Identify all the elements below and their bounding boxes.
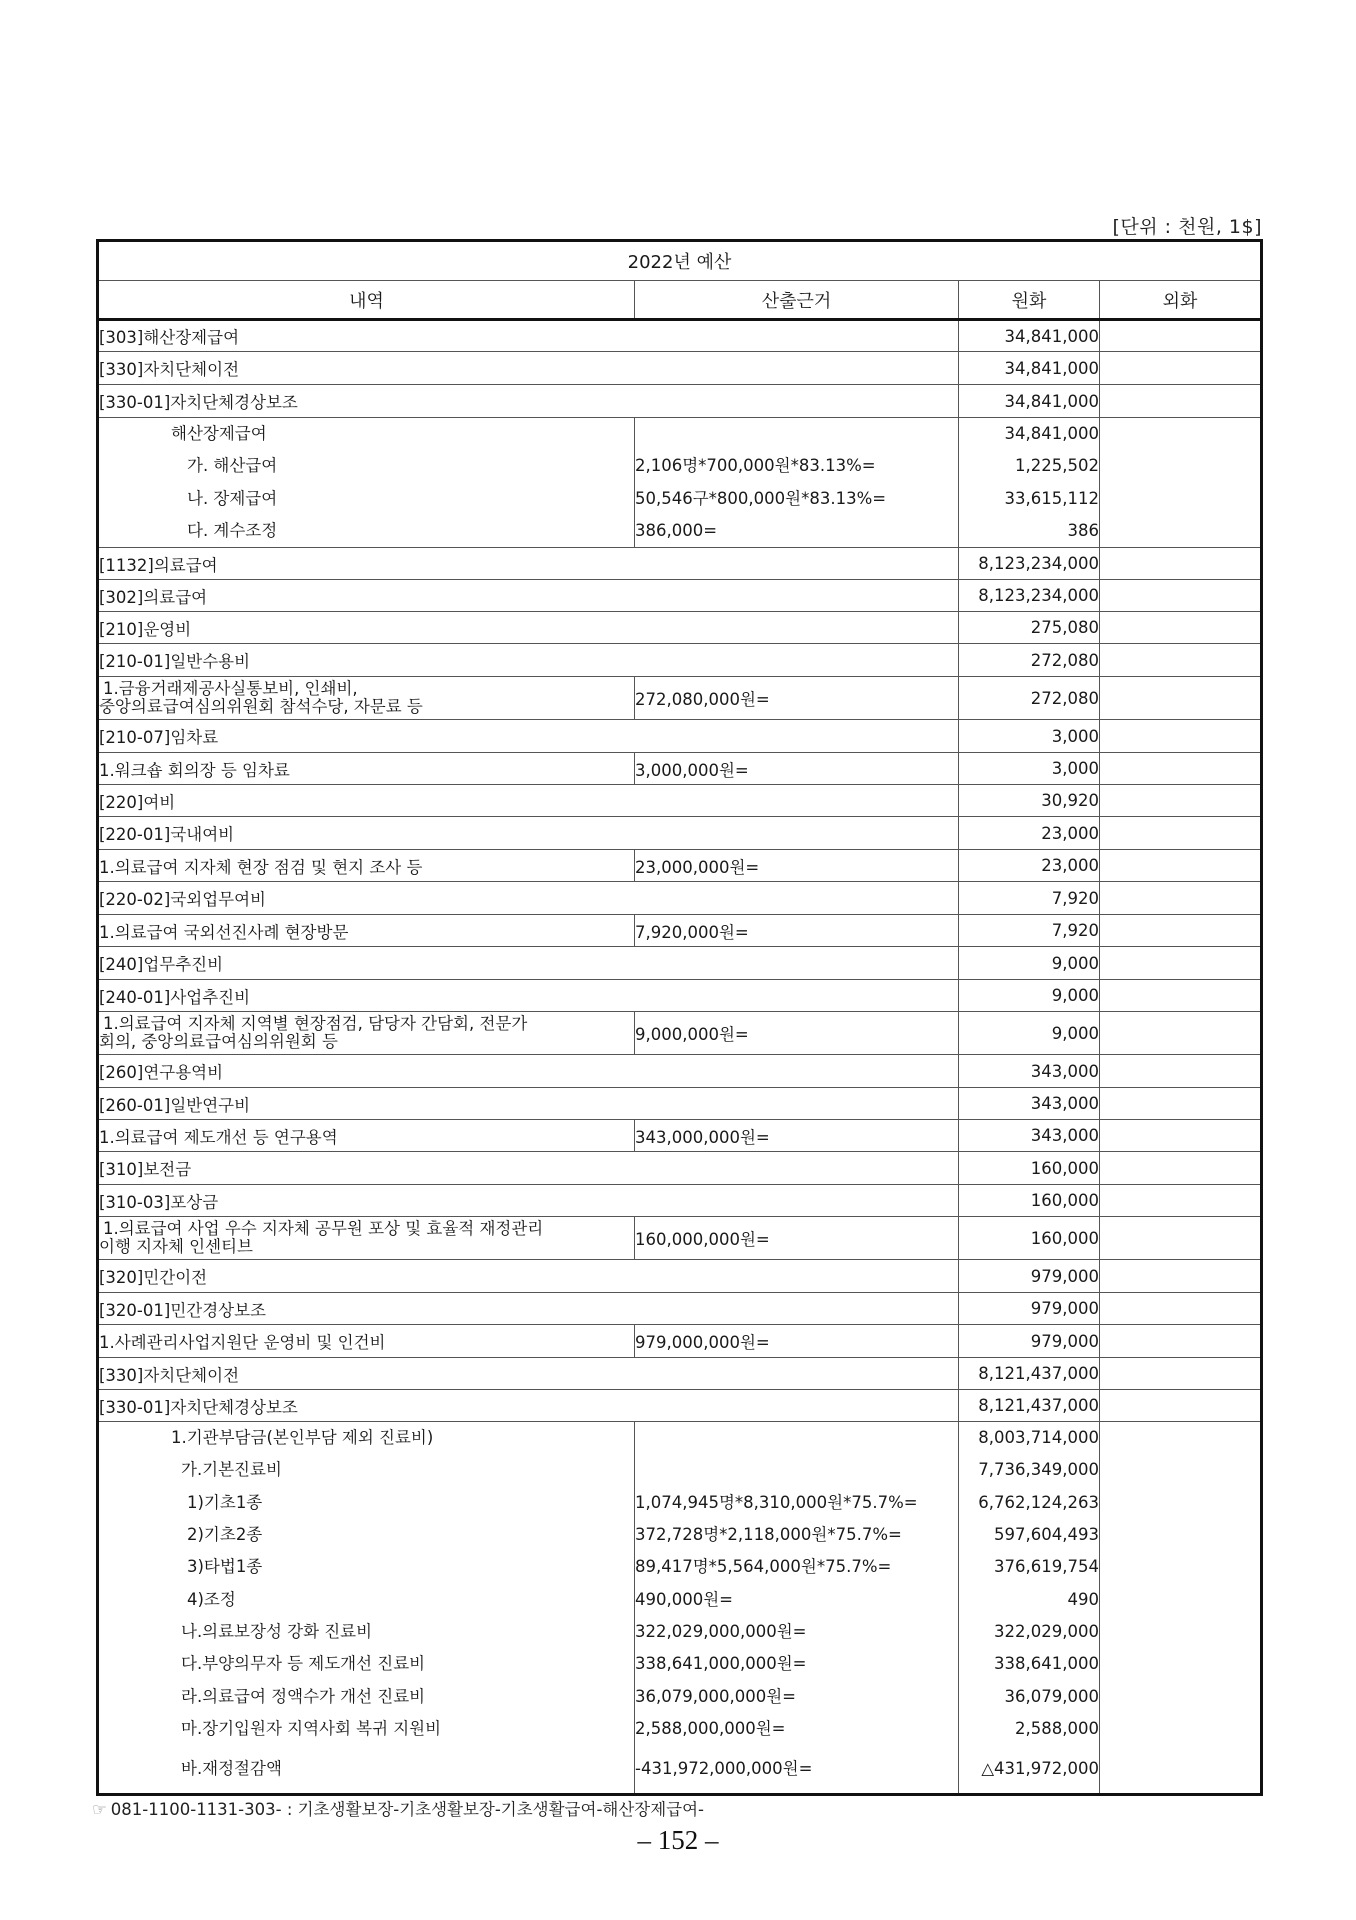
line-item: 라.의료급여 정액수가 개선 진료비 [181, 1686, 426, 1706]
table-row [98, 947, 1262, 980]
row-item: [320]민간이전 [98, 1260, 959, 1293]
row-item [98, 1217, 635, 1260]
row-foreign [1100, 850, 1262, 882]
row-foreign [1100, 1293, 1262, 1325]
row-item-line2: 중앙의료급여심의위원회 참석수당, 자문료 등 [99, 697, 423, 717]
header-foreign: 외화 [1100, 281, 1262, 320]
row-foreign [1100, 785, 1262, 817]
row-foreign [1100, 1217, 1262, 1260]
table-row [98, 1088, 1262, 1120]
pointing-hand-icon: ☞ [92, 1800, 107, 1819]
row-item: [210-07]임차료 [98, 720, 959, 753]
row-krw: 7,920 [959, 915, 1100, 947]
row-foreign [1100, 1120, 1262, 1152]
row-krw: 343,000 [959, 1088, 1100, 1120]
table-row [98, 548, 1262, 580]
row-basis: 343,000,000원= [635, 1120, 959, 1152]
line-basis: 490,000원= [635, 1589, 733, 1609]
row-basis: 979,000,000원= [635, 1325, 959, 1358]
line-item: 나. 장제급여 [187, 488, 278, 508]
table-row [98, 753, 1262, 785]
row-item: 1.의료급여 제도개선 등 연구용역 [98, 1120, 635, 1152]
row-basis: 160,000,000원= [635, 1217, 959, 1260]
row-item: [240]업무추진비 [98, 947, 959, 980]
line-item: 4)조정 [187, 1589, 236, 1609]
row-basis-block [635, 418, 959, 548]
row-krw: 9,000 [959, 947, 1100, 980]
line-krw: 376,619,754 [994, 1557, 1099, 1577]
table-row [98, 882, 1262, 915]
table-row [98, 1185, 1262, 1217]
table-row [98, 385, 1262, 418]
line-krw: 36,079,000 [1004, 1686, 1099, 1706]
table-row [98, 677, 1262, 720]
row-krw: 160,000 [959, 1152, 1100, 1185]
table-row [98, 644, 1262, 677]
table-row [98, 1293, 1262, 1325]
row-foreign [1100, 947, 1262, 980]
row-item: 1.사례관리사업지원단 운영비 및 인건비 [98, 1325, 635, 1358]
row-item: [240-01]사업추진비 [98, 980, 959, 1012]
line-item: 1)기초1종 [187, 1492, 263, 1512]
header-item: 내역 [98, 281, 635, 320]
line-basis [635, 418, 958, 450]
row-krw: 979,000 [959, 1325, 1100, 1358]
row-foreign [1100, 1390, 1262, 1422]
line-basis: 1,074,945명*8,310,000원*75.7%= [635, 1492, 918, 1512]
budget-table [96, 239, 1263, 1796]
footer-note [92, 1796, 704, 1820]
row-foreign [1100, 817, 1262, 850]
row-foreign [1100, 915, 1262, 947]
line-krw: 1,225,502 [1015, 456, 1099, 476]
row-foreign [1100, 548, 1262, 580]
row-basis-block [635, 1422, 959, 1795]
line-item: 나.의료보장성 강화 진료비 [181, 1621, 373, 1641]
page-number: – 152 – [637, 1825, 719, 1855]
row-item: [303]해산장제급여 [98, 320, 959, 352]
line-item: 2)기초2종 [187, 1525, 263, 1545]
row-item-line1: 1.의료급여 사업 우수 지자체 공무원 포상 및 효율적 재정관리 [103, 1219, 544, 1239]
row-item: [330-01]자치단체경상보조 [98, 1390, 959, 1422]
row-krw: 272,080 [959, 644, 1100, 677]
row-krw: 979,000 [959, 1260, 1100, 1293]
row-item [98, 1012, 635, 1055]
row-foreign [1100, 677, 1262, 720]
row-krw: 9,000 [959, 980, 1100, 1012]
table-row-block [98, 1422, 1262, 1795]
row-item-line2: 회의, 중앙의료급여심의위원회 등 [99, 1032, 338, 1052]
row-basis: 7,920,000원= [635, 915, 959, 947]
table-row [98, 1055, 1262, 1088]
row-krw: 160,000 [959, 1185, 1100, 1217]
row-foreign [1100, 1152, 1262, 1185]
row-foreign [1100, 352, 1262, 385]
row-krw: 34,841,000 [959, 352, 1100, 385]
row-krw: 160,000 [959, 1217, 1100, 1260]
row-foreign [1100, 612, 1262, 644]
row-krw: 34,841,000 [959, 385, 1100, 418]
row-item-line1: 1.의료급여 지자체 지역별 현장점검, 담당자 간담회, 전문가 [103, 1014, 528, 1034]
line-basis: 36,079,000,000원= [635, 1686, 796, 1706]
row-krw: 3,000 [959, 720, 1100, 753]
row-foreign [1100, 753, 1262, 785]
row-item-line2: 이행 지자체 인센티브 [99, 1237, 253, 1257]
row-krw: 272,080 [959, 677, 1100, 720]
row-item: [310-03]포상금 [98, 1185, 959, 1217]
row-krw: 8,121,437,000 [959, 1390, 1100, 1422]
table-row [98, 850, 1262, 882]
row-foreign [1100, 1185, 1262, 1217]
line-item: 마.장기입원자 지역사회 복귀 지원비 [181, 1718, 442, 1738]
row-item: [330]자치단체이전 [98, 1358, 959, 1390]
row-foreign [1100, 644, 1262, 677]
line-item: 3)타법1종 [187, 1557, 263, 1577]
row-item-block [98, 1422, 635, 1795]
row-foreign [1100, 1422, 1262, 1795]
row-krw: 3,000 [959, 753, 1100, 785]
table-row [98, 1152, 1262, 1185]
row-item: [330-01]자치단체경상보조 [98, 385, 959, 418]
row-item: [210]운영비 [98, 612, 959, 644]
row-krw: 343,000 [959, 1120, 1100, 1152]
row-krw: 8,123,234,000 [959, 548, 1100, 580]
line-krw: 322,029,000 [994, 1621, 1099, 1641]
header-basis: 산출근거 [635, 281, 959, 320]
table-row-block [98, 418, 1262, 548]
row-krw-block [959, 418, 1100, 548]
row-krw: 275,080 [959, 612, 1100, 644]
line-item: 1.기관부담금(본인부담 제외 진료비) [171, 1428, 434, 1448]
table-row [98, 785, 1262, 817]
line-basis: 89,417명*5,564,000원*75.7%= [635, 1557, 892, 1577]
row-item-line1: 1.금융거래제공사실통보비, 인쇄비, [103, 679, 358, 699]
line-item: 해산장제급여 [171, 424, 267, 443]
line-basis: 2,588,000,000원= [635, 1718, 786, 1738]
row-krw: 8,123,234,000 [959, 580, 1100, 612]
line-basis: 338,641,000,000원= [635, 1654, 807, 1674]
row-item: [220-01]국내여비 [98, 817, 959, 850]
line-basis [635, 1422, 958, 1454]
line-krw: 338,641,000 [994, 1654, 1099, 1674]
line-krw: △431,972,000 [981, 1759, 1099, 1779]
row-krw: 8,121,437,000 [959, 1358, 1100, 1390]
table-row [98, 1260, 1262, 1293]
line-item: 다. 계수조정 [187, 520, 278, 540]
row-krw: 9,000 [959, 1012, 1100, 1055]
footer-note-text: 081-1100-1131-303- : 기초생활보장-기초생활보장-기초생활급여-해산장제급여- [110, 1800, 704, 1819]
line-krw: 34,841,000 [1004, 424, 1099, 443]
row-item: [220]여비 [98, 785, 959, 817]
row-krw: 979,000 [959, 1293, 1100, 1325]
row-foreign [1100, 1325, 1262, 1358]
line-krw: 33,615,112 [1004, 488, 1099, 508]
row-foreign [1100, 1055, 1262, 1088]
table-title-row [98, 241, 1262, 281]
row-krw: 7,920 [959, 882, 1100, 915]
table-row [98, 817, 1262, 850]
table-row [98, 352, 1262, 385]
row-basis: 272,080,000원= [635, 677, 959, 720]
row-krw: 23,000 [959, 817, 1100, 850]
row-foreign [1100, 320, 1262, 352]
table-row [98, 612, 1262, 644]
table-row [98, 720, 1262, 753]
row-item: [320-01]민간경상보조 [98, 1293, 959, 1325]
row-basis: 23,000,000원= [635, 850, 959, 882]
row-item: 1.워크숍 회의장 등 임차료 [98, 753, 635, 785]
header-krw: 원화 [959, 281, 1100, 320]
unit-label: [단위 : 천원, 1$] [1112, 216, 1262, 238]
line-basis: 386,000= [635, 520, 718, 540]
line-basis: 372,728명*2,118,000원*75.7%= [635, 1525, 902, 1545]
row-item: [220-02]국외업무여비 [98, 882, 959, 915]
row-foreign [1100, 720, 1262, 753]
line-basis: 322,029,000,000원= [635, 1621, 807, 1641]
line-krw: 386 [1067, 520, 1099, 540]
line-basis: 2,106명*700,000원*83.13%= [635, 456, 876, 476]
row-item: 1.의료급여 국외선진사례 현장방문 [98, 915, 635, 947]
row-item: 1.의료급여 지자체 현장 점검 및 현지 조사 등 [98, 850, 635, 882]
table-row [98, 1325, 1262, 1358]
line-krw: 6,762,124,263 [978, 1492, 1099, 1512]
row-item: [260-01]일반연구비 [98, 1088, 959, 1120]
row-item: [260]연구용역비 [98, 1055, 959, 1088]
table-title: 2022년 예산 [98, 241, 1262, 281]
row-basis: 3,000,000원= [635, 753, 959, 785]
row-item: [330]자치단체이전 [98, 352, 959, 385]
line-item: 가. 해산급여 [187, 456, 278, 476]
table-header-row [98, 281, 1262, 320]
line-krw: 490 [1067, 1589, 1099, 1609]
line-item: 다.부양의무자 등 제도개선 진료비 [181, 1654, 426, 1674]
table-row [98, 915, 1262, 947]
row-basis: 9,000,000원= [635, 1012, 959, 1055]
line-basis: -431,972,000,000원= [635, 1759, 813, 1779]
row-item: [310]보전금 [98, 1152, 959, 1185]
row-foreign [1100, 580, 1262, 612]
row-item: [302]의료급여 [98, 580, 959, 612]
row-foreign [1100, 1012, 1262, 1055]
table-row [98, 1358, 1262, 1390]
line-krw: 8,003,714,000 [978, 1428, 1099, 1448]
row-item-block [98, 418, 635, 548]
row-foreign [1100, 1260, 1262, 1293]
table-row [98, 980, 1262, 1012]
line-krw: 7,736,349,000 [978, 1460, 1099, 1480]
table-row [98, 320, 1262, 352]
row-foreign [1100, 980, 1262, 1012]
line-basis [635, 1454, 958, 1486]
line-item: 바.재정절감액 [181, 1759, 282, 1779]
line-item: 가.기본진료비 [181, 1460, 282, 1480]
row-krw: 34,841,000 [959, 320, 1100, 352]
row-item: [1132]의료급여 [98, 548, 959, 580]
row-foreign [1100, 1088, 1262, 1120]
row-item [98, 677, 635, 720]
row-foreign [1100, 418, 1262, 548]
table-row [98, 1390, 1262, 1422]
table-row [98, 1012, 1262, 1055]
line-krw: 2,588,000 [1015, 1718, 1099, 1738]
row-krw-block [959, 1422, 1100, 1795]
table-row [98, 1120, 1262, 1152]
row-krw: 23,000 [959, 850, 1100, 882]
row-foreign [1100, 882, 1262, 915]
row-foreign [1100, 1358, 1262, 1390]
line-basis: 50,546구*800,000원*83.13%= [635, 488, 887, 508]
row-item: [210-01]일반수용비 [98, 644, 959, 677]
table-row [98, 1217, 1262, 1260]
table-row [98, 580, 1262, 612]
line-krw: 597,604,493 [994, 1525, 1099, 1545]
row-krw: 30,920 [959, 785, 1100, 817]
row-foreign [1100, 385, 1262, 418]
row-krw: 343,000 [959, 1055, 1100, 1088]
